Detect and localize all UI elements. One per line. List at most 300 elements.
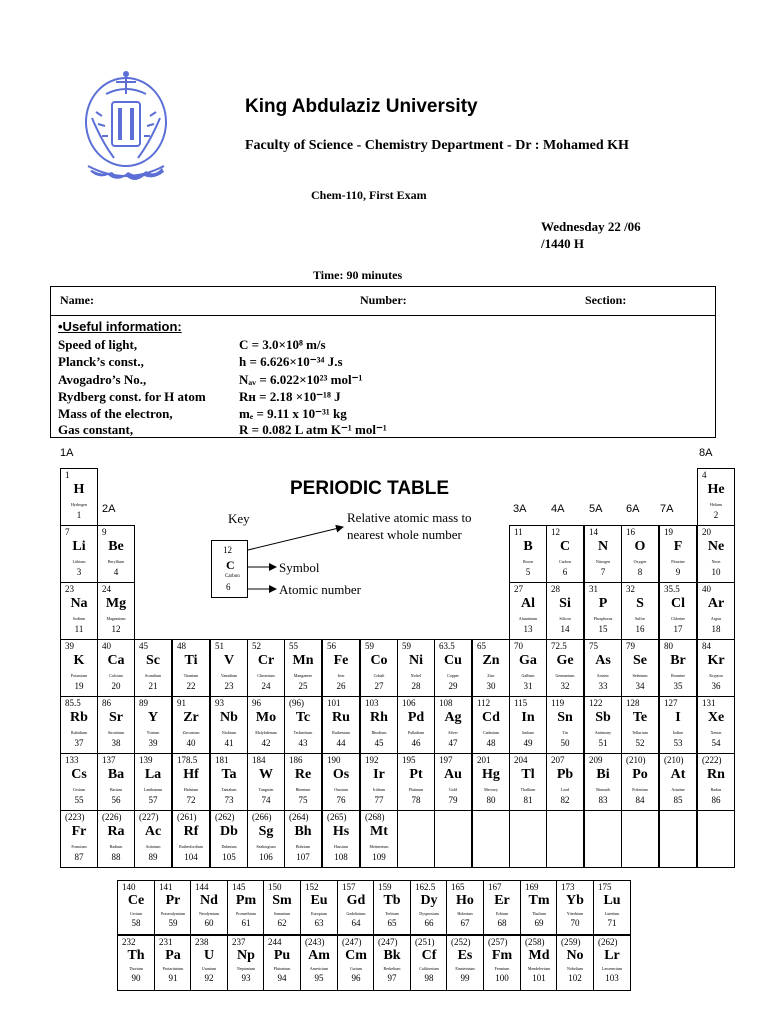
element-cell (659, 753, 697, 811)
element-symbol: Rh (370, 710, 388, 725)
atomic-mass: 127 (664, 698, 678, 708)
element-symbol: Sb (595, 710, 611, 725)
atomic-number: 9 (675, 567, 681, 577)
element-symbol: Tc (295, 710, 311, 725)
element-cell (247, 810, 285, 868)
element-cell (322, 639, 360, 697)
atomic-mass: 101 (327, 698, 341, 708)
atomic-mass: (227) (139, 812, 159, 822)
element-symbol: Sn (557, 710, 573, 725)
atomic-mass: 14 (589, 527, 598, 537)
atomic-mass: 63.5 (439, 641, 455, 651)
element-symbol: B (523, 539, 533, 554)
key-symbol-description: Symbol (279, 560, 320, 575)
element-name: Argon (710, 616, 722, 621)
constant-value: Rʜ = 2.18 ×10⁻¹⁸ J (239, 389, 341, 404)
atomic-number: 97 (387, 973, 397, 983)
atomic-number: 35 (673, 681, 683, 691)
element-symbol: I (675, 710, 681, 725)
element-cell (697, 696, 735, 754)
element-name: Silver (448, 730, 458, 735)
element-cell (300, 935, 338, 991)
group-label-7a: 7A (660, 503, 674, 515)
atomic-mass: 145 (232, 882, 246, 892)
element-cell (621, 582, 659, 640)
atomic-mass: 231 (159, 937, 173, 947)
element-cell (284, 753, 322, 811)
atomic-number: 50 (560, 738, 570, 748)
atomic-number: 32 (560, 681, 570, 691)
atomic-mass: 192 (365, 755, 379, 765)
atomic-number: 85 (673, 795, 683, 805)
element-cell (434, 753, 472, 811)
element-symbol: Hs (332, 824, 350, 839)
atomic-mass: 108 (439, 698, 453, 708)
atomic-mass: (210) (626, 755, 646, 765)
element-symbol: Au (444, 767, 462, 782)
element-name: Nickel (410, 673, 422, 678)
element-symbol: Ba (107, 767, 125, 782)
element-cell (300, 880, 338, 935)
atomic-number: 8 (637, 567, 643, 577)
atomic-number: 80 (486, 795, 496, 805)
key-symbol: C (226, 558, 235, 572)
atomic-mass: 16 (626, 527, 635, 537)
element-name: Calcium (109, 673, 123, 678)
element-cell (397, 753, 435, 811)
atomic-number: 63 (314, 918, 324, 928)
atomic-mass: (251) (415, 937, 435, 947)
atomic-number: 21 (148, 681, 158, 691)
atomic-number: 26 (336, 681, 346, 691)
useful-information-heading: •Useful information: (58, 319, 182, 334)
atomic-number: 53 (673, 738, 683, 748)
atomic-mass: 23 (65, 584, 74, 594)
element-name: Nitrogen (595, 559, 611, 564)
element-symbol: F (673, 539, 683, 554)
atomic-mass: 195 (402, 755, 416, 765)
element-cell (60, 525, 98, 583)
element-symbol: Pu (273, 948, 291, 963)
atomic-mass: 159 (378, 882, 392, 892)
element-symbol: At (670, 767, 686, 782)
atomic-mass: (223) (65, 812, 85, 822)
mass-arrow (248, 527, 343, 550)
atomic-mass: 86 (102, 698, 111, 708)
element-name: Potassium (70, 673, 88, 678)
atomic-number: 96 (351, 973, 361, 983)
element-name: Radon (710, 787, 722, 792)
element-name: Actinium (145, 844, 161, 849)
element-symbol: Ru (332, 710, 350, 725)
element-cell (97, 582, 135, 640)
element-name: Zirconium (182, 730, 200, 735)
element-cell (621, 753, 659, 811)
element-cell (446, 935, 484, 991)
element-name: Sodium (72, 616, 86, 621)
atomic-mass: (222) (702, 755, 722, 765)
atomic-number: 40 (186, 738, 196, 748)
atomic-number: 69 (534, 918, 544, 928)
atomic-mass: 91 (177, 698, 186, 708)
element-name: Francium (71, 844, 87, 849)
element-symbol: Th (127, 948, 145, 963)
element-symbol: Ra (107, 824, 125, 839)
element-cell (546, 696, 584, 754)
element-symbol: Al (521, 596, 535, 611)
element-cell (520, 880, 558, 935)
section-field-label: Section: (585, 293, 627, 307)
atomic-mass: 139 (139, 755, 153, 765)
element-name: Technetium (293, 730, 313, 735)
element-cell (584, 753, 622, 811)
atomic-mass: 175 (598, 882, 612, 892)
atomic-number: 13 (523, 624, 533, 634)
element-name: Xenon (710, 730, 722, 735)
element-cell (509, 753, 547, 811)
element-name: Barium (110, 787, 122, 792)
element-name: Bismuth (596, 787, 610, 792)
atomic-number: 99 (460, 973, 470, 983)
element-cell (593, 880, 631, 935)
atomic-mass: (261) (177, 812, 197, 822)
element-cell (60, 810, 98, 868)
element-cell (97, 696, 135, 754)
element-name: Scandium (145, 673, 161, 678)
atomic-number: 90 (131, 973, 141, 983)
element-cell (172, 810, 210, 868)
element-symbol: O (634, 539, 646, 554)
atomic-mass: 140 (122, 882, 136, 892)
atomic-mass: (259) (561, 937, 581, 947)
element-symbol: Cu (444, 653, 462, 668)
element-name: Mercury (484, 787, 498, 792)
atomic-mass: 169 (525, 882, 539, 892)
element-name: Flourine (671, 559, 685, 564)
element-cell (584, 696, 622, 754)
constant-label: Avogadro’s No., (58, 372, 147, 387)
element-cell (621, 639, 659, 697)
element-name: Cesium (72, 787, 86, 792)
atomic-mass: 184 (252, 755, 266, 765)
element-cell (621, 696, 659, 754)
exam-date-line2: /1440 H (541, 236, 584, 251)
element-cell (247, 639, 285, 697)
element-cell (556, 935, 594, 991)
exam-time: Time: 90 minutes (313, 268, 403, 282)
element-name: Uranium (201, 966, 217, 971)
atomic-number: 83 (598, 795, 608, 805)
element-symbol: Fe (333, 653, 349, 668)
element-name: Thulium (532, 911, 546, 916)
element-name: Platinum (408, 787, 424, 792)
element-symbol: Po (632, 767, 648, 782)
element-cell (284, 696, 322, 754)
element-symbol: Pr (165, 893, 181, 908)
atomic-number: 43 (298, 738, 308, 748)
constant-value: Nₐᵥ = 6.022×10²³ mol⁻¹ (239, 372, 363, 387)
atomic-mass: 4 (702, 470, 707, 480)
element-name: Sulfur (635, 616, 645, 621)
atomic-number: 89 (148, 852, 158, 862)
element-name: Neptunium (237, 966, 255, 971)
atomic-number: 39 (148, 738, 158, 748)
element-cell (546, 525, 584, 583)
element-name: Promethium (236, 911, 256, 916)
atomic-number: 106 (259, 852, 273, 862)
element-symbol: Lr (604, 948, 620, 963)
atomic-number: 23 (224, 681, 234, 691)
element-symbol: Sc (146, 653, 160, 668)
element-name: Tellurium (632, 730, 648, 735)
atomic-number: 81 (523, 795, 533, 805)
atomic-number: 44 (336, 738, 346, 748)
atomic-number: 5 (525, 567, 531, 577)
element-name: Astatine (671, 787, 685, 792)
atomic-mass: 157 (342, 882, 356, 892)
group-label-4a: 4A (551, 503, 565, 515)
element-symbol: Mg (105, 596, 127, 611)
element-cell (410, 935, 448, 991)
element-name: Dubnium (221, 844, 237, 849)
atomic-mass: (262) (598, 937, 618, 947)
atomic-mass: 40 (102, 641, 111, 651)
element-name: Iodine (672, 730, 684, 735)
element-cell (284, 810, 322, 868)
atomic-mass: 35.5 (664, 584, 680, 594)
key-label: Key (228, 511, 250, 526)
atomic-number: 73 (224, 795, 234, 805)
atomic-number: 65 (387, 918, 397, 928)
atomic-mass: 45 (139, 641, 148, 651)
element-name: Americium (309, 966, 329, 971)
element-cell (446, 880, 484, 935)
element-cell (556, 880, 594, 935)
element-name: Curium (349, 966, 363, 971)
atomic-mass: 201 (477, 755, 491, 765)
element-symbol: Pm (235, 893, 257, 908)
atomic-number: 18 (711, 624, 721, 634)
element-symbol: Cm (345, 948, 367, 963)
element-name: Samarium (273, 911, 291, 916)
element-name: Thallium (520, 787, 536, 792)
element-cell (593, 935, 631, 991)
element-symbol: Kr (707, 653, 725, 668)
element-symbol: N (597, 539, 609, 554)
atomic-mass: 133 (65, 755, 79, 765)
atomic-number: 71 (607, 918, 617, 928)
element-symbol: Cf (421, 948, 437, 963)
atomic-number: 54 (711, 738, 721, 748)
element-symbol: H (73, 482, 85, 497)
element-symbol: In (521, 710, 535, 725)
element-name: Fermium (494, 966, 510, 971)
element-name: Silicon (559, 616, 571, 621)
key-number-description: Atomic number (279, 582, 361, 597)
element-symbol: Sm (272, 893, 292, 908)
element-cell (472, 696, 510, 754)
element-symbol: Br (670, 653, 686, 668)
atomic-number: 11 (74, 624, 84, 634)
atomic-number: 1 (76, 510, 82, 520)
element-name: Polonium (632, 787, 648, 792)
element-cell (154, 935, 192, 991)
atomic-number: 3 (76, 567, 82, 577)
element-name: Holmium (457, 911, 473, 916)
element-symbol: Np (237, 948, 255, 963)
element-cell (373, 880, 411, 935)
atomic-mass: (268) (365, 812, 385, 822)
element-symbol: Ho (456, 893, 474, 908)
element-name: Molybdenum (255, 730, 277, 735)
atomic-mass: 162.5 (415, 882, 436, 892)
element-name: Beryllium (107, 559, 125, 564)
element-name: Carbon (559, 559, 571, 564)
element-name: Gadolinium (346, 911, 366, 916)
element-name: Radium (109, 844, 123, 849)
element-symbol: Rn (707, 767, 725, 782)
atomic-number: 64 (351, 918, 361, 928)
element-name: Mendelevium (527, 966, 551, 971)
element-symbol: Es (457, 948, 473, 963)
atomic-mass: (266) (252, 812, 272, 822)
atomic-mass: 40 (702, 584, 711, 594)
element-symbol: Pa (165, 948, 181, 963)
atomic-mass: 207 (551, 755, 565, 765)
element-name: Palladium (407, 730, 425, 735)
atomic-number: 45 (374, 738, 384, 748)
element-cell (483, 880, 521, 935)
atomic-mass: 27 (514, 584, 523, 594)
atomic-mass: (258) (525, 937, 545, 947)
element-cell (509, 582, 547, 640)
element-symbol: Ca (107, 653, 125, 668)
empty-cell (697, 810, 735, 868)
atomic-mass: (247) (378, 937, 398, 947)
element-symbol: Nd (200, 893, 218, 908)
element-symbol: Tm (528, 893, 550, 908)
atomic-number: 52 (635, 738, 645, 748)
atomic-number: 20 (111, 681, 121, 691)
atomic-number: 72 (186, 795, 196, 805)
atomic-number: 79 (448, 795, 458, 805)
atomic-number: 87 (74, 852, 84, 862)
element-symbol: Y (147, 710, 159, 725)
element-cell (154, 880, 192, 935)
useful-information-box (50, 316, 716, 438)
atomic-number: 108 (334, 852, 348, 862)
element-name: Phosphorus (593, 616, 613, 621)
atomic-number: 74 (261, 795, 271, 805)
element-name: Gallium (521, 673, 535, 678)
element-cell (247, 753, 285, 811)
element-cell (584, 525, 622, 583)
atomic-number: 66 (424, 918, 434, 928)
element-cell (584, 639, 622, 697)
element-name: Ytterbium (566, 911, 584, 916)
atomic-number: 82 (560, 795, 570, 805)
atomic-mass: 178.5 (177, 755, 198, 765)
atomic-mass: 28 (551, 584, 560, 594)
element-symbol: Ga (519, 653, 537, 668)
atomic-mass: 181 (215, 755, 229, 765)
atomic-mass: 112 (477, 698, 491, 708)
element-cell (697, 468, 735, 526)
element-cell (509, 525, 547, 583)
element-symbol: Xe (707, 710, 725, 725)
atomic-number: 78 (411, 795, 421, 805)
element-cell (134, 696, 172, 754)
element-cell (210, 639, 248, 697)
element-name: Bromine (671, 673, 685, 678)
atomic-number: 59 (168, 918, 178, 928)
element-name: Tungsten (258, 787, 274, 792)
atomic-number: 4 (113, 567, 119, 577)
atomic-mass: 209 (589, 755, 603, 765)
element-symbol: Be (108, 539, 124, 554)
element-name: Bohrium (295, 844, 311, 849)
atomic-mass: (264) (289, 812, 309, 822)
atomic-mass: 65 (477, 641, 486, 651)
element-symbol: Db (220, 824, 238, 839)
constant-label: Planck’s const., (58, 354, 144, 369)
key-element-cell (211, 540, 248, 598)
element-cell (659, 696, 697, 754)
element-name: Dysprosium (419, 911, 439, 916)
group-label-8a: 8A (699, 447, 713, 459)
element-cell (546, 639, 584, 697)
element-cell (621, 525, 659, 583)
atomic-number: 29 (448, 681, 458, 691)
element-name: Copper (447, 673, 459, 678)
atomic-number: 67 (460, 918, 470, 928)
periodic-table-title: PERIODIC TABLE (290, 478, 450, 499)
atomic-mass: 85.5 (65, 698, 81, 708)
element-name: Gold (449, 787, 457, 792)
element-symbol: Ar (707, 596, 725, 611)
element-cell (247, 696, 285, 754)
element-symbol: Mn (292, 653, 314, 668)
element-name: Iridium (373, 787, 385, 792)
atomic-number: 41 (224, 738, 234, 748)
atomic-number: 93 (241, 973, 251, 983)
element-name: Boron (523, 559, 533, 564)
element-symbol: Te (632, 710, 648, 725)
element-cell (483, 935, 521, 991)
atomic-number: 68 (497, 918, 507, 928)
element-cell (397, 639, 435, 697)
atomic-mass: 12 (551, 527, 560, 537)
element-name: Lead (561, 787, 569, 792)
element-name: Iron (337, 673, 345, 678)
element-name: Helium (710, 502, 722, 507)
atomic-mass: 51 (215, 641, 224, 651)
element-symbol: Ne (707, 539, 725, 554)
atomic-mass: 165 (451, 882, 465, 892)
element-cell (360, 753, 398, 811)
element-cell (134, 639, 172, 697)
atomic-number: 101 (532, 973, 546, 983)
atomic-number: 76 (336, 795, 346, 805)
atomic-mass: 24 (102, 584, 111, 594)
element-name: Erbium (496, 911, 508, 916)
element-symbol: P (598, 596, 608, 611)
element-name: Rhodium (371, 730, 387, 735)
element-cell (60, 468, 98, 526)
element-cell (322, 753, 360, 811)
atomic-number: 62 (277, 918, 287, 928)
element-name: Lanthanum (143, 787, 163, 792)
